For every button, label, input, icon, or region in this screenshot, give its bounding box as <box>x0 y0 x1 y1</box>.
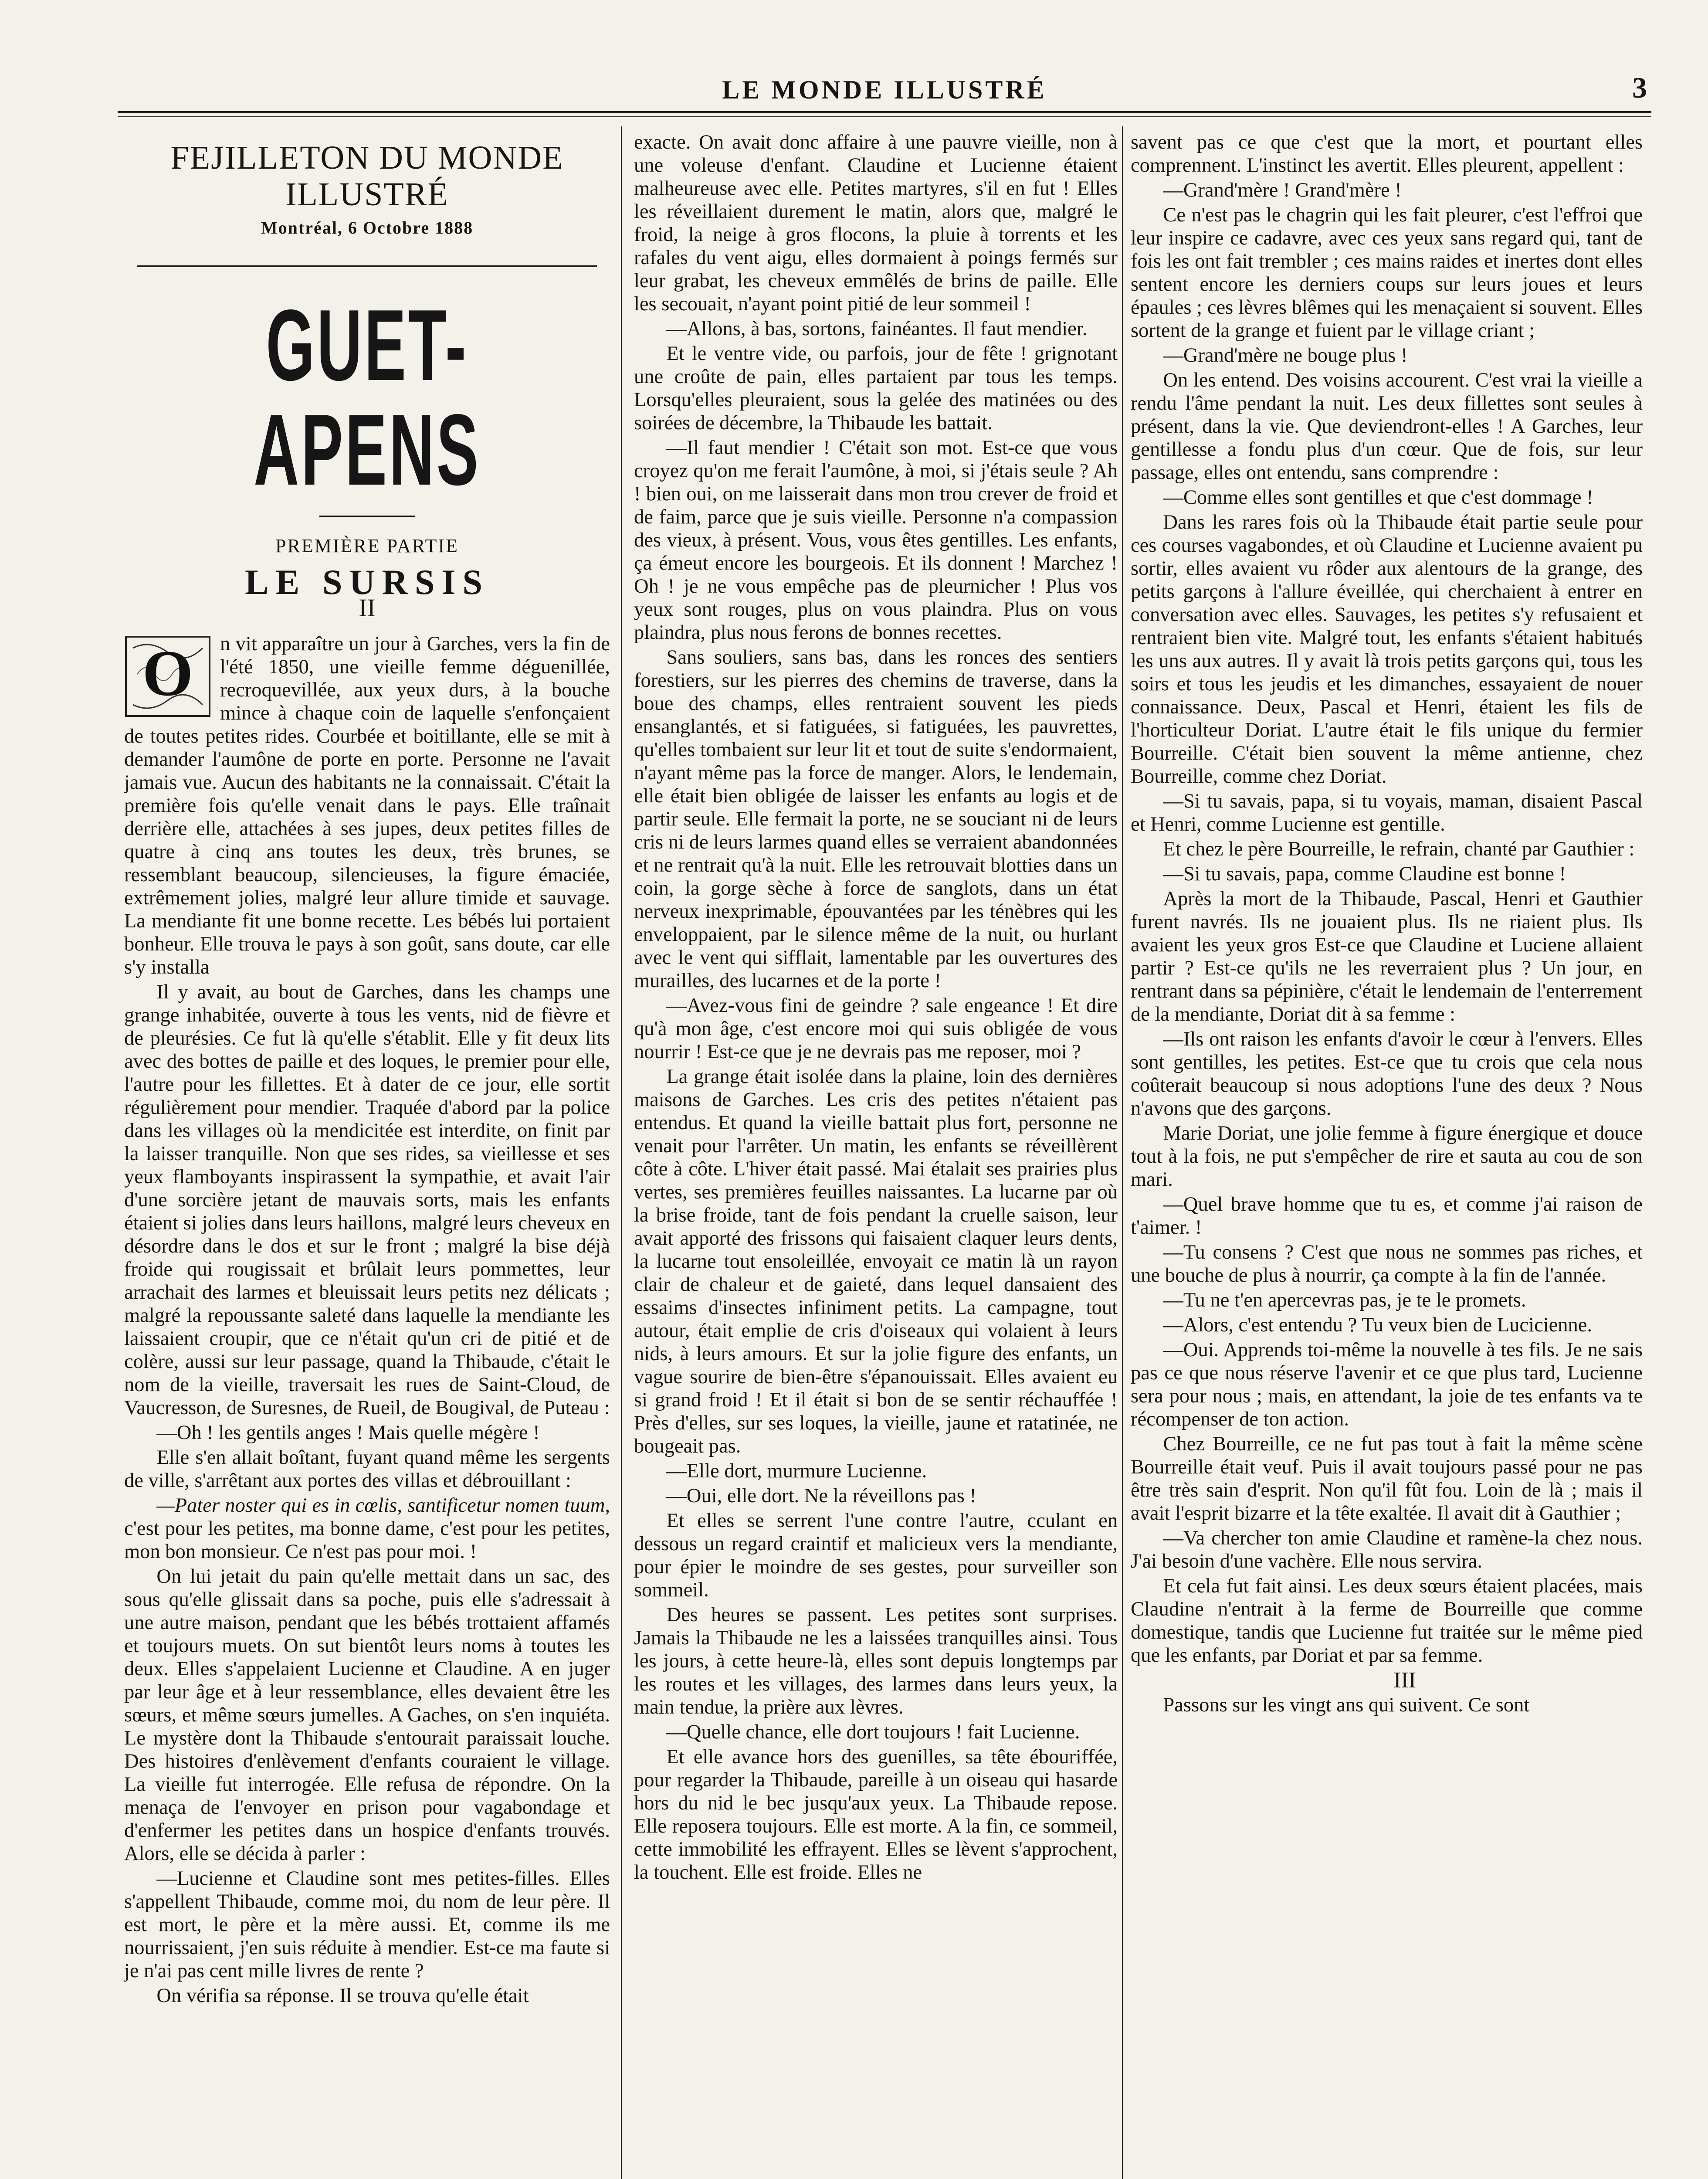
paragraph: —Si tu savais, papa, comme Claudine est bonne ! <box>1163 863 1566 885</box>
paragraph: —Ils ont raison les enfants d'avoir le cœur à l'envers. Elles sont gentilles, les petites. Est-ce que tu crois que cela nous coûterait beaucoup si nous adoptions l'une des deux ? Nous n'avons que des garçons. <box>1131 1028 1643 1120</box>
paragraph: Dans les rares fois où la Thibaude était partie seule pour ces courses vagabondes, et où Claudine et Lucienne avaient pu sortir, elles avaient vu rôder aux alentours de la grange, des petits garçons à l'allure éveillée, qui cherchaient à entrer en conversation avec elles. Sauvages, les petites s'y refusaient et rentraient bien vite. Malgré tout, les enfants s'étaient habitués les uns aux autres. Il y avait là trois petits garçons qui, tous les soirs et tous les jeudis et les dimanches, essayaient de nouer connaissance. Deux, Pascal et Henri, étaient les fils de l'horticulteur Doriat. L'autre était le fils unique du fermier Bourreille. C'était bien souvent la même antienne, chez Bourreille, comme chez Doriat. <box>1131 511 1643 787</box>
paragraph: —Oui. Apprends toi-même la nouvelle à tes fils. Je ne sais pas ce que nous réserve l'avenir et ce que plus tard, Lucienne sera pour nous ; mais, en attendant, la joie de tes enfants va te récompenser de ton action. <box>1131 1339 1643 1430</box>
paragraph: —Elle dort, murmure Lucienne. <box>666 1460 927 1482</box>
paragraph-continuation: c'est pour les petites, ma bonne dame, c'est pour les petites, mon bon monsieur. Ce n'est pas pour moi. ! <box>124 1517 610 1563</box>
page-header <box>122 65 1647 105</box>
paragraph: —Allons, à bas, sortons, fainéantes. Il faut mendier. <box>666 318 1088 340</box>
paragraph: —Grand'mère ne bouge plus ! <box>1163 344 1408 367</box>
paragraph: Et chez le père Bourreille, le refrain, chanté par Gauthier : <box>1163 838 1635 860</box>
paragraph: Et le ventre vide, ou parfois, jour de fête ! grignotant une croûte de pain, elles partaient par tous les temps. Lorsqu'elles pleuraient, sous la gelée des matinées ou des soirées de décembre, la Thibaude les battait. <box>634 343 1118 434</box>
paragraph: —Il faut mendier ! C'était son mot. Est-ce que vous croyez qu'on me ferait l'aumône, à moi, si j'étais seule ? Ah ! bien oui, on me laisserait dans mon trou crever de froid et de faim, parce que je suis vieille. Personne n'a compassion des vieux, à présent. Vous, vous êtes gentilles. Les enfants, ça émeut encore les bourgeois. Et ils donnent ! Marchez ! Oh ! je ne vous empêche pas de pleurnicher ! Plus vos yeux sont rouges, plus on vous plaindra. Plus on vous plaindra, plus nous ferons de bonnes recettes. <box>634 437 1118 644</box>
section-heading: III <box>1393 1668 1417 1693</box>
chapter-number: II <box>359 594 376 622</box>
paragraph: On lui jetait du pain qu'elle mettait dans un sac, des sous qu'elle glissait dans sa poche, puis elle s'adressait à une autre maison, pendant que les bébés trottaient affamés et toujours muets. On sut bientôt leurs noms à toutes les deux. Elles s'appelaient Lucienne et Claudine. A en juger par leur âge et à leur ressemblance, elles devaient être les sœurs, et même sœurs jumelles. A Gaches, on s'en inquiéta. Le mystère dont la Thibaude s'entourait paraissait louche. Des histoires d'enlèvement d'enfants couraient le village. La vieille fut interrogée. Elle refusa de répondre. On la menaça de l'envoyer en prison pour vagabondage et d'enfermer les petites dans un hospice d'enfants trouvés. Alors, elle se décida à parler : <box>124 1565 610 1865</box>
column-divider-2 <box>1122 126 1123 2179</box>
paragraph: Sans souliers, sans bas, dans les ronces des sentiers forestiers, sur les pierres des chemins de traverse, dans la boue des champs, elles rentraient souvent les pieds ensanglantés, et si fatiguées, si fatiguées, les pauvrettes, qu'elles tombaient sur leur lit et tout de suite s'endormaient, n'ayant même pas la force de manger. Alors, le lendemain, elle était bien obligée de laisser les enfants au logis et de partir seule. Elle fermait la porte, ne se souciant ni de leurs cris ni de leurs larmes quand elles se verraient abandonnées et ne rentrait qu'à la nuit. Elle les retrouvait blotties dans un coin, la gorge sèche à force de sanglots, dans un état nerveux inexprimable, épouvantées par les ténèbres qui les enveloppaient, par le silence même de la nuit, ou hurlant avec le vent qui sifflait, lamentable par les ouvertures des murailles, des lucarnes et de la porte ! <box>634 646 1118 992</box>
paragraph: savent pas ce que c'est que la mort, et pourtant elles comprennent. L'instinct les avertit. Elles pleurent, appellent : <box>1131 131 1643 176</box>
feuilleton-heading: FEJILLETON DU MONDE ILLUSTRÉ <box>170 139 564 213</box>
paragraph: On les entend. Des voisins accourent. C'est vrai la vieille a rendu l'âme pendant la nuit. Les deux fillettes sont seules à présent, dans la vie. Que deviendront-elles ! A Garches, leur gentillesse a fondu plus d'un cœur. Que de fois, sur leur passage, elles ont entendu, sans comprendre : <box>1131 369 1643 484</box>
paragraph: Elle s'en allait boîtant, fuyant quand même les sergents de ville, s'arrêtant aux portes des villas et débrouillant : <box>124 1446 610 1492</box>
paragraph: exacte. On avait donc affaire à une pauvre vieille, non à une voleuse d'enfant. Claudine et Lucienne étaient malheureuse avec elle. Petites martyres, s'il en fut ! Elles les réveillaient durement le matin, alors que, malgré le froid, la neige à gros flocons, la pluie à torrents et les rafales du vent aigu, elles dormaient à poings fermés sur leur grabat, les cheveux emmêlés de brins de paille. Elle les secouait, n'ayant point pitié de leur sommeil ! <box>634 131 1118 315</box>
paragraph: —Tu consens ? C'est que nous ne sommes pas riches, et une bouche de plus à nourrir, ça compte à la fin de l'année. <box>1131 1241 1643 1286</box>
page-number: 3 <box>1632 71 1647 104</box>
paragraph: —Grand'mère ! Grand'mère ! <box>1163 179 1402 201</box>
opening-text: n vit apparaître un jour à Garches, vers la fin de l'été 1850, une vieille femme déguenillée, recroquevillée, aux yeux durs, à la bouche mince à chaque coin de laquelle s'enfonçaient de toutes petites rides. Courbée et boitillante, elle se mit à demander l'aumône de porte en porte. Personne ne l'avait jamais vue. Aucun des habitants ne la connaissait. C'était la première fois qu'elle venait dans le pays. Elle traînait derrière elle, attachées à ses jupes, deux petites filles de quatre à cinq ans toutes les deux, très brunes, se ressemblant beaucoup, silencieuses, la figure émaciée, extrêmement jolies, malgré leur allure timide et sauvage. La mendiante fit une bonne recette. Les bébés lui portaient bonheur. Elle trouva le pays à son goût, sans doute, car elle s'y installa <box>124 633 610 978</box>
title-underline <box>319 516 415 517</box>
column-1 <box>124 131 610 2179</box>
paragraph: —Oh ! les gentils anges ! Mais quelle mégère ! <box>156 1422 540 1444</box>
paragraph: —Alors, c'est entendu ? Tu veux bien de Lucicienne. <box>1163 1314 1593 1336</box>
paragraph: —Si tu savais, papa, si tu voyais, maman, disaient Pascal et Henri, comme Lucienne est gentille. <box>1131 790 1643 835</box>
column-3 <box>1131 131 1643 2179</box>
paragraph: Après la mort de la Thibaude, Pascal, Henri et Gauthier furent navrés. Ils ne jouaient plus. Ils ne riaient plus. Ils avaient les yeux gros Est-ce que Claudine et Luciene allaient partir ? Est-ce qu'ils ne les reverraient plus ? Un jour, en rentrant dans sa pépinière, c'était le lendemain de l'enterrement de la mendiante, Doriat dit à sa femme : <box>1131 888 1643 1025</box>
latin-prayer: —Pater noster qui es in cœlis, santificetur nomen tuum, <box>156 1494 610 1517</box>
paragraph: On vérifia sa réponse. Il se trouva qu'elle était <box>156 1985 529 2007</box>
header-rule-thin <box>118 116 1651 117</box>
section-subtitle: LE SURSIS <box>244 562 490 602</box>
paragraph: Et cela fut fait ainsi. Les deux sœurs étaient placées, mais Claudine n'entrait à la ferme de Bourreille que comme domestique, tandis que Lucienne fut traitée sur le même pied que les enfants, par Doriat et par sa femme. <box>1131 1575 1643 1666</box>
column-divider-1 <box>621 126 622 2179</box>
dateline: Montréal, 6 Octobre 1888 <box>261 218 474 238</box>
paragraph: Des heures se passent. Les petites sont surprises. Jamais la Thibaude ne les a laissées tranquilles ainsi. Tous les jours, à cette heure-là, elles sont depuis longtemps par les routes et les villages, des larmes dans leurs yeux, la main tendue, la prière aux lèvres. <box>634 1604 1118 1718</box>
paragraph: Et elles se serrent l'une contre l'autre, cculant en dessous un regard craintif et malicieux vers la mendiante, pour épier le moindre de ses gestes, pour surveiller son sommeil. <box>634 1510 1118 1601</box>
part-heading: PREMIÈRE PARTIE <box>275 535 459 557</box>
paragraph: Et elle avance hors des guenilles, sa tête ébouriffée, pour regarder la Thibaude, pareille à un oiseau qui hasarde hors du nid le bec jusqu'aux yeux. La Thibaude repose. Elle reposera toujours. Elle est morte. A la fin, ce sommeil, cette immobilité les effrayent. Elles se lèvent s'approchent, la touchent. Elle est froide. Elles ne <box>634 1746 1118 1884</box>
paragraph <box>124 1494 610 1563</box>
ornamental-dropcap-icon <box>124 635 211 718</box>
paragraph: —Tu ne t'en apercevras pas, je te le promets. <box>1163 1289 1526 1311</box>
paragraph: —Oui, elle dort. Ne la réveillons pas ! <box>666 1485 976 1507</box>
paragraph: Marie Doriat, une jolie femme à figure énergique et douce tout à la fois, ne put s'empêcher de rire et sauta au cou de son mari. <box>1131 1122 1643 1191</box>
paragraph: Passons sur les vingt ans qui suivent. Ce sont <box>1163 1694 1530 1716</box>
story-title: GUET-APENS <box>254 289 481 506</box>
paragraph: La grange était isolée dans la plaine, loin des dernières maisons de Garches. Les cris des petites n'étaient pas entendus. Et quand la vieille battait plus fort, personne ne venait pour l'arrêter. Un matin, les enfants se réveillèrent côte à côte. L'hiver était passé. Mai étalait ses prairies plus vertes, ses premières feuilles naissantes. La lucarne par où la brise froide, tant de fois pendant la cruelle saison, leur avait apporté des frissons qui faisaient claquer leurs dents, la lucarne tout ensoleillée, envoyait ce matin là un rayon clair de chaleur et de gaieté, dans lequel dansaient des essaims d'insectes infiniment petits. La campagne, tout autour, était emplie de cris d'oiseaux qui volaient à leurs nids, à leurs amours. Et sur la jolie figure des enfants, un vague sourire de bien-être s'épanouissait. Elles avaient eu si grand froid ! Et il était si bon de se sentir réchauffée ! Près d'elles, sur ses loques, la vieille, jaune et ratatinée, ne bougeait pas. <box>634 1066 1118 1457</box>
paragraph: —Va chercher ton amie Claudine et ramène-la chez nous. J'ai besoin d'une vachère. Elle nous servira. <box>1131 1527 1643 1572</box>
paragraph: —Quel brave homme que tu es, et comme j'ai raison de t'aimer. ! <box>1131 1193 1643 1239</box>
paragraph: —Avez-vous fini de geindre ? sale engeance ! Et dire qu'à mon âge, c'est encore moi qui suis obligée de vous nourrir ! Est-ce que je ne devrais pas me reposer, moi ? <box>634 994 1118 1063</box>
paragraph: Chez Bourreille, ce ne fut pas tout à fait la même scène Bourreille était veuf. Puis il avait toujours passé pour ne pas être très sain d'esprit. Non qu'il fût fou. Loin de là ; mais il avait l'esprit bizarre et la tête exaltée. Il avait dit à Gauthier ; <box>1131 1433 1643 1524</box>
publication-title: LE MONDE ILLUSTRÉ <box>722 75 1047 104</box>
paragraph: Il y avait, au bout de Garches, dans les champs une grange inhabitée, ouverte à tous les vents, nid de fièvre et de pleurésies. Ce fut là qu'elle s'établit. Elle y fit deux lits avec des bottes de paille et des loques, le premier pour elle, l'autre pour les fillettes. Et à dater de ce jour, elle sortit régulièrement pour mendier. Traquée d'abord par la police dans les villages où la mendicitée est interdite, on finit par la laisser tranquille. Non que ses rides, sa vieillesse et ses yeux flamboyants inspirassent la sympathie, et avait l'air d'une sorcière jetant de mauvais sorts, mais les enfants étaient si jolies dans leurs haillons, malgré leurs cheveux en désordre dans le dos et sur le front ; malgré la bise déjà froide qui rougissait et brûlait leurs pommettes, leur arrachait des larmes et bleuissait leurs petits nez délicats ; malgré la repoussante saleté dans laquelle la mendiante les laissaient croupir, que ce n'était qu'un cri de pitié et de colère, aussi sur leur passage, quand la Thibaude, c'était le nom de la vieille, traversait les rues de Saint-Cloud, de Vaucresson, de Suresnes, de Rueil, de Bougival, de Puteau : <box>124 981 610 1419</box>
opening-paragraph <box>124 632 610 979</box>
paragraph: Ce n'est pas le chagrin qui les fait pleurer, c'est l'effroi que leur inspire ce cadavre, avec ces yeux sans regard qui, tant de fois les ont fait trembler ; ces mains raides et inertes dont elles sentent encore les derniers coups sur leurs joues et leurs épaules ; ces lèvres blêmes qui les menaçaient si souvent. Elles sortent de la grange et fuient par le village criant ; <box>1131 204 1643 342</box>
header-rule <box>118 111 1651 113</box>
svg-text:O: O <box>142 637 193 709</box>
paragraph: —Quelle chance, elle dort toujours ! fait Lucienne. <box>666 1721 1080 1743</box>
column-2 <box>634 131 1118 2179</box>
paragraph: —Lucienne et Claudine sont mes petites-filles. Elles s'appellent Thibaude, comme moi, du nom de leur père. Il est mort, le père et la mère aussi. Et, comme ils me nourrissaient, j'en suis réduite à mendier. Est-ce ma faute si je n'ai pas cent mille livres de rente ? <box>124 1867 610 1982</box>
paragraph: —Comme elles sont gentilles et que c'est dommage ! <box>1163 486 1593 509</box>
title-rule <box>137 265 597 267</box>
